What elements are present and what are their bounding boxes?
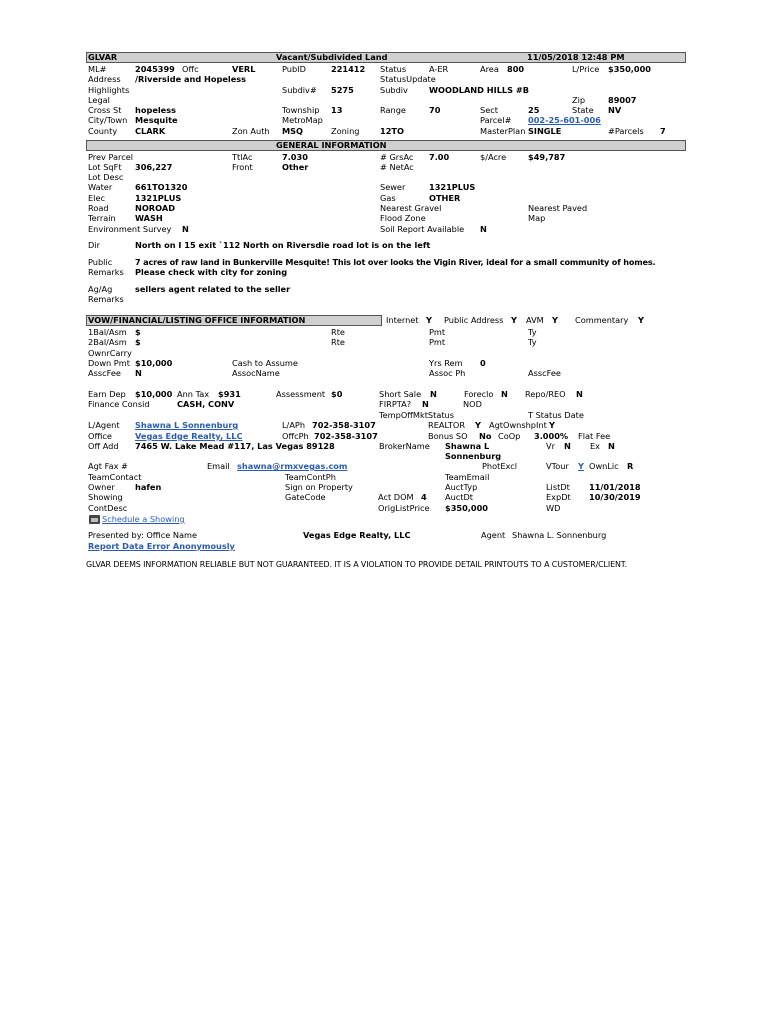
assocname-label: AssocName [232,368,280,378]
office-label: Office [88,431,112,441]
teamcontact-label: TeamContact [88,472,142,482]
ownlic-label: OwnLic [589,461,619,471]
signprop-label: Sign on Property [285,482,353,492]
expdt-label: ExpDt [546,492,571,502]
anntax-value: $931 [218,389,241,399]
envsurvey-label: Environment Survey [88,224,172,234]
lotsqft-value: 306,227 [135,162,173,172]
org-name: GLVAR [88,52,118,62]
state-value: NV [608,105,622,115]
paved-label: Nearest Paved [528,203,588,213]
state-label: State [572,105,594,115]
pubid-value: 221412 [331,64,366,74]
city-label: City/Town [88,115,128,125]
rte2-label: Rte [331,337,345,347]
public-remarks-line1: 7 acres of raw land in Bunkerville Mesquite! This lot over looks the Vigin River, ideal for a small community of homes. [135,257,656,267]
parcels-label: #Parcels [608,126,644,136]
avm-label: AVM [526,315,544,325]
gas-value: OTHER [429,193,461,203]
status-label: Status [380,64,407,74]
vr-value: N [564,441,571,451]
range-label: Range [380,105,406,115]
assefee2-label: AsscFee [528,368,561,378]
finance-label: Finance Consid [88,399,150,409]
agag-label: Ag/Ag [88,284,113,294]
offc-label: Offc [182,64,199,74]
ml-label: ML# [88,64,107,74]
assocph-label: Assoc Ph [429,368,466,378]
commentary-value: Y [638,315,644,325]
offadd-value: 7465 W. Lake Mead #117, Las Vegas 89128 [135,441,335,451]
pmt2-label: Pmt [429,337,446,347]
nod-label: NOD [463,399,482,409]
avm-value: Y [552,315,558,325]
laph-label: L/APh [282,420,306,430]
range-value: 70 [429,105,441,115]
bal1-label: 1Bal/Asm [88,327,127,337]
address-label: Address [88,74,121,84]
grsac-value: 7.00 [429,152,450,162]
pubaddr-label: Public Address [444,315,504,325]
offcph-value: 702-358-3107 [314,431,378,441]
pubid-label: PubID [282,64,306,74]
subdiv-value: WOODLAND HILLS #B [429,85,529,95]
zip-value: 89007 [608,95,637,105]
auctdt-label: AuctDt [445,492,474,502]
grsac-label: # GrsAc [380,152,414,162]
netac-label: # NetAc [380,162,414,172]
crossst-label: Cross St [88,105,122,115]
terrain-value: WASH [135,213,163,223]
gravel-label: Nearest Gravel [380,203,442,213]
area-value: 800 [507,64,525,74]
county-label: County [88,126,118,136]
yrsrem-value: 0 [480,358,486,368]
ownlic-value: R [627,461,634,471]
firpta-label: FIRPTA? [379,399,412,409]
shortsale-label: Short Sale [379,389,422,399]
elec-label: Elec [88,193,105,203]
sect-label: Sect [480,105,498,115]
yrsrem-label: Yrs Rem [429,358,463,368]
zoning-value: 12TO [380,126,404,136]
bal2-value: $ [135,337,141,347]
expdt-value: 10/30/2019 [589,492,641,502]
commentary-label: Commentary [575,315,629,325]
coop-value: 3.000% [534,431,569,441]
sect-value: 25 [528,105,540,115]
wd-label: WD [546,503,561,513]
terrain-label: Terrain [88,213,116,223]
photexcl-label: PhotExcl [482,461,517,471]
vow-heading: VOW/FINANCIAL/LISTING OFFICE INFORMATION [88,315,306,325]
bal1-value: $ [135,327,141,337]
bal2-label: 2Bal/Asm [88,337,127,347]
crossst-value: hopeless [135,105,176,115]
remarks-label: Remarks [88,267,124,277]
ml-value: 2045399 [135,64,175,74]
water-label: Water [88,182,113,192]
agtown-label: AgtOwnshpInt [489,420,547,430]
print-datetime: 11/05/2018 12:48 PM [527,52,625,62]
foreclo-label: Foreclo [464,389,494,399]
rte1-label: Rte [331,327,345,337]
ty1-label: Ty [528,327,537,337]
listing-type: Vacant/Subdivided Land [276,52,388,62]
address-value: /Riverside and Hopeless [135,74,247,84]
masterplan-value: SINGLE [528,126,562,136]
actdom-label: Act DOM [378,492,414,502]
owner-label: Owner [88,482,115,492]
broker-value-line1: Shawna L [445,441,490,451]
assessment-label: Assessment [276,389,326,399]
pubaddr-value: Y [511,315,517,325]
lagent-label: L/Agent [88,420,120,430]
report-error-link[interactable]: Report Data Error Anonymously [88,541,235,551]
vtour-label: VTour [546,461,569,471]
subdivnum-label: Subdiv# [282,85,317,95]
masterplan-label: MasterPlan [480,126,526,136]
agag-remarks-label: Remarks [88,294,124,304]
flood-label: Flood Zone [380,213,426,223]
downpmt-label: Down Pmt [88,358,130,368]
assefee-label: AsscFee [88,368,121,378]
presented-office: Vegas Edge Realty, LLC [303,530,411,540]
reporeo-value: N [576,389,583,399]
broker-value-line2: Sonnenburg [445,451,502,461]
lprice-value: $350,000 [608,64,651,74]
broker-label: BrokerName [379,441,430,451]
contdesc-label: ContDesc [88,503,128,513]
agag-remarks-value: sellers agent related to the seller [135,284,291,294]
coop-label: CoOp [498,431,521,441]
road-label: Road [88,203,109,213]
subdiv-label: Subdiv [380,85,408,95]
parcels-value: 7 [660,126,666,136]
highlights-label: Highlights [88,85,130,95]
vtour-link[interactable]: Y [578,461,584,471]
shortsale-value: N [430,389,437,399]
public-remarks-line2: Please check with city for zoning [135,267,288,277]
zonauth-label: Zon Auth [232,126,270,136]
showing-label: Showing [88,492,123,502]
internet-value: Y [426,315,432,325]
assefee-value: N [135,368,142,378]
elec-value: 1321PLUS [135,193,182,203]
ex-value: N [608,441,615,451]
foreclo-value: N [501,389,508,399]
aucttyp-label: AuctTyp [445,482,478,492]
offc-value: VERL [232,64,256,74]
internet-label: Internet [386,315,419,325]
front-label: Front [232,162,253,172]
cashassume-label: Cash to Assume [232,358,298,368]
footer-agent-label: Agent [481,530,506,540]
email-link[interactable]: shawna@rmxvegas.com [237,461,348,471]
ex-label: Ex [590,441,601,451]
tstatus-label: T Status Date [528,410,584,420]
prevparcel-label: Prev Parcel [88,152,134,162]
lotdesc-label: Lot Desc [88,172,124,182]
disclaimer: GLVAR DEEMS INFORMATION RELIABLE BUT NOT GUARANTEED. IT IS A VIOLATION TO PROVIDE DETAIL PRINTOUTS TO A CUSTOMER/CLIENT. [86,560,627,569]
area-label: Area [480,64,499,74]
ownrcarry-label: OwnrCarry [88,348,132,358]
peracre-value: $49,787 [528,152,566,162]
legal-label: Legal [88,95,110,105]
realtor-value: Y [475,420,481,430]
listing-agent-link[interactable]: Shawna L Sonnenburg [135,420,239,430]
zoning-label: Zoning [331,126,360,136]
assessment-value: $0 [331,389,343,399]
dir-value: North on I 15 exit `112 North on Riversdie road lot is on the left [135,240,431,250]
teamemail-label: TeamEmail [445,472,490,482]
agtfax-label: Agt Fax # [88,461,128,471]
county-value: CLARK [135,126,166,136]
offadd-label: Off Add [88,441,119,451]
lotsqft-label: Lot SqFt [88,162,122,172]
earndep-label: Earn Dep [88,389,126,399]
realtor-label: REALTOR [428,420,466,430]
map-label: Map [528,213,546,223]
ttlac-label: TtlAc [232,152,253,162]
presented-label: Presented by: Office Name [88,530,198,540]
origlist-label: OrigListPrice [378,503,430,513]
bonus-value: No [479,431,492,441]
finance-value: CASH, CONV [177,399,235,409]
agtown-value: Y [549,420,555,430]
city-value: Mesquite [135,115,178,125]
front-value: Other [282,162,309,172]
zip-label: Zip [572,95,586,105]
actdom-value: 4 [421,492,427,502]
zonauth-value: MSQ [282,126,304,136]
road-value: NOROAD [135,203,175,213]
calendar-icon[interactable] [89,515,100,524]
owner-value: hafen [135,482,162,492]
township-value: 13 [331,105,343,115]
firpta-value: N [422,399,429,409]
tempoff-label: TempOffMktStatus [379,410,455,420]
footer-agent-value: Shawna L. Sonnenburg [512,530,607,540]
laph-value: 702-358-3107 [312,420,376,430]
sewer-label: Sewer [380,182,406,192]
parcel-label: Parcel# [480,115,512,125]
peracre-label: $/Acre [480,152,507,162]
office-link[interactable]: Vegas Edge Realty, LLC [135,431,243,441]
general-info-heading: GENERAL INFORMATION [276,140,387,150]
dir-label: Dir [88,240,100,250]
gatecode-label: GateCode [285,492,326,502]
sewer-value: 1321PLUS [429,182,476,192]
status-value: A-ER [429,64,449,74]
flatfee-label: Flat Fee [578,431,611,441]
anntax-label: Ann Tax [177,389,210,399]
email-label: Email [207,461,230,471]
teamcontph-label: TeamContPh [285,472,336,482]
reporeo-label: Repo/REO [525,389,566,399]
subdivnum-value: 5275 [331,85,354,95]
listdt-label: ListDt [546,482,570,492]
public-label: Public [88,257,113,267]
ttlac-value: 7.030 [282,152,308,162]
soil-value: N [480,224,487,234]
water-value: 661TO1320 [135,182,188,192]
origlist-value: $350,000 [445,503,488,513]
ty2-label: Ty [528,337,537,347]
metromap-label: MetroMap [282,115,323,125]
statusupdate-label: StatusUpdate [380,74,436,84]
earndep-value: $10,000 [135,389,173,399]
parcel-link[interactable]: 002-25-601-006 [528,115,601,125]
schedule-showing-link[interactable]: Schedule a Showing [102,514,185,524]
soil-label: Soil Report Available [380,224,465,234]
lprice-label: L/Price [572,64,600,74]
envsurvey-value: N [182,224,189,234]
gas-label: Gas [380,193,396,203]
pmt1-label: Pmt [429,327,446,337]
bonus-label: Bonus SO [428,431,468,441]
offcph-label: OffcPh [282,431,309,441]
vr-label: Vr [546,441,555,451]
downpmt-value: $10,000 [135,358,173,368]
township-label: Township [282,105,320,115]
listdt-value: 11/01/2018 [589,482,641,492]
